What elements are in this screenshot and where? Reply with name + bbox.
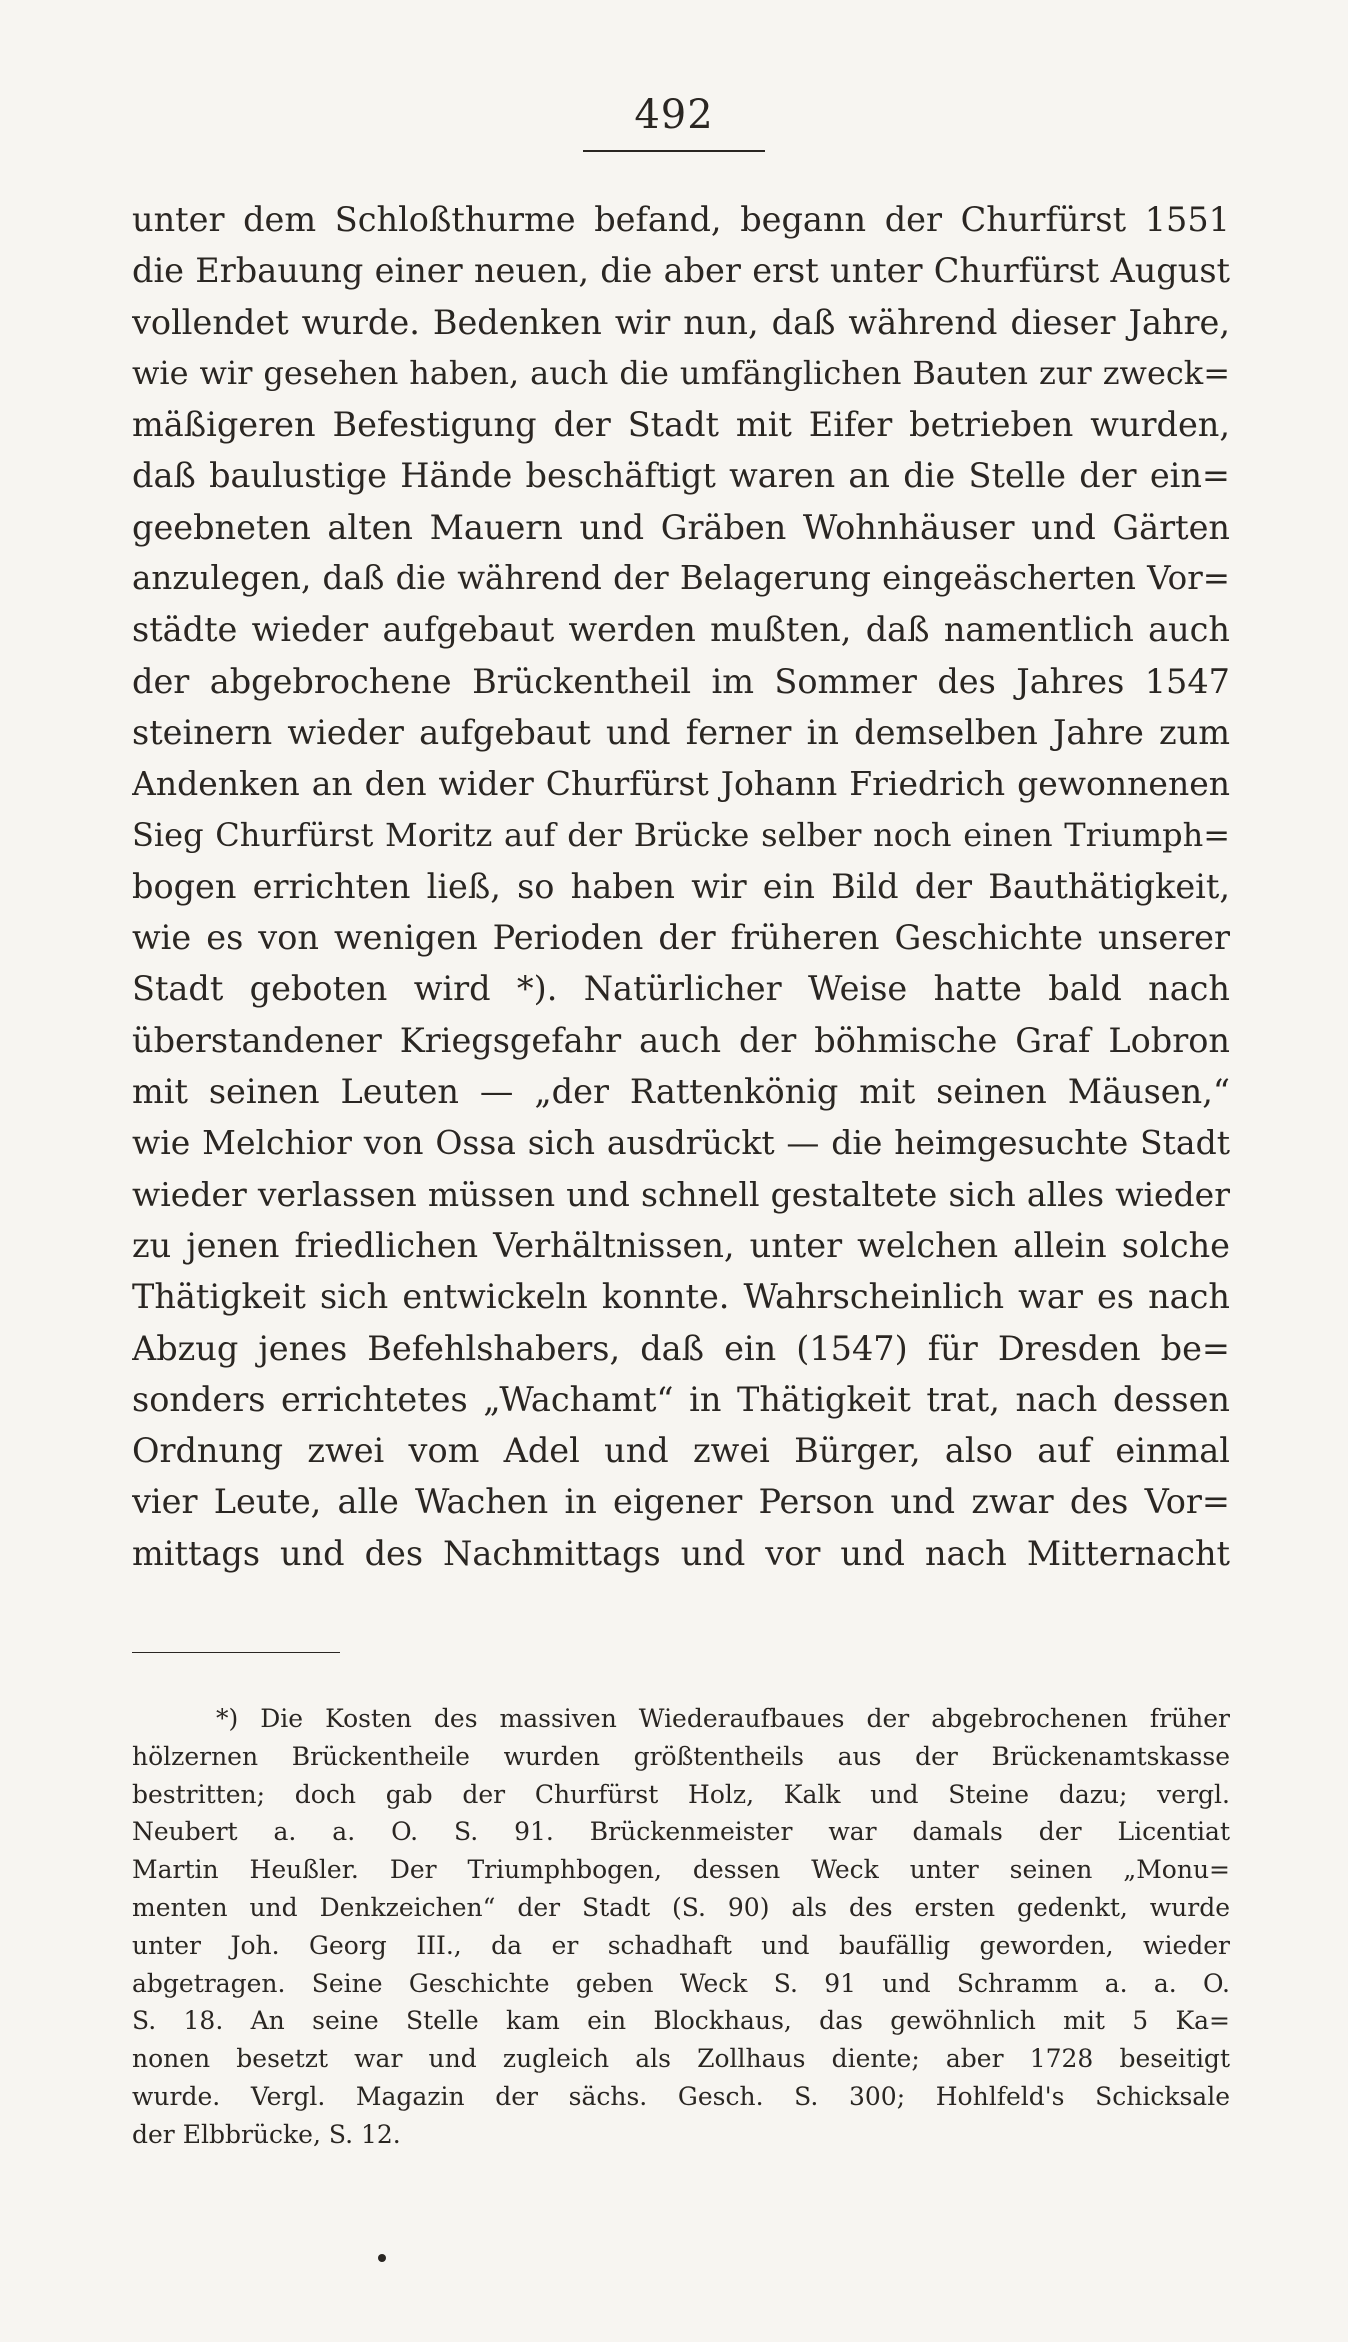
ink-dot bbox=[378, 2254, 386, 2262]
footnote-line: unter Joh. Georg III., da er schadhaft und baufällig geworden, wieder bbox=[132, 1930, 1230, 1960]
body-line: mit seinen Leuten — „der Rattenkönig mit seinen Mäusen,“ bbox=[132, 1072, 1230, 1112]
body-line: mäßigeren Befestigung der Stadt mit Eifer betrieben wurden, bbox=[132, 405, 1230, 445]
body-line: Sieg Churfürst Moritz auf der Brücke selber noch einen Triumph= bbox=[132, 815, 1230, 854]
body-line: anzulegen, daß die während der Belagerung eingeäscherten Vor= bbox=[132, 559, 1230, 598]
body-line: wieder verlassen müssen und schnell gestaltete sich alles wieder bbox=[132, 1174, 1230, 1214]
body-line: zu jenen friedlichen Verhältnissen, unter welchen allein solche bbox=[132, 1225, 1230, 1265]
body-line: Stadt geboten wird *). Natürlicher Weise hatte bald nach bbox=[132, 969, 1230, 1009]
footnote-line: bestritten; doch gab der Churfürst Holz, Kalk und Steine dazu; vergl. bbox=[132, 1779, 1230, 1809]
body-line: Ordnung zwei vom Adel und zwei Bürger, also auf einmal bbox=[132, 1431, 1230, 1471]
body-line: überstandener Kriegsgefahr auch der böhmische Graf Lobron bbox=[132, 1020, 1230, 1060]
body-line: wie wir gesehen haben, auch die umfänglichen Bauten zur zweck= bbox=[132, 353, 1230, 392]
footnote-line: der Elbbrücke, S. 12. bbox=[132, 2119, 401, 2149]
body-line: der abgebrochene Brückentheil im Sommer des Jahres 1547 bbox=[132, 661, 1230, 701]
body-line: unter dem Schloßthurme befand, begann der Churfürst 1551 bbox=[132, 200, 1230, 239]
body-line: steinern wieder aufgebaut und ferner in demselben Jahre zum bbox=[132, 712, 1230, 752]
footnote-line: wurde. Vergl. Magazin der sächs. Gesch. S. 300; Hohlfeld's Schicksale bbox=[132, 2081, 1230, 2111]
body-line: Abzug jenes Befehlshabers, daß ein (1547) für Dresden be= bbox=[132, 1328, 1230, 1368]
footnote-line: *) Die Kosten des massiven Wiederaufbaues der abgebrochenen früher bbox=[216, 1704, 1230, 1733]
body-line: vier Leute, alle Wachen in eigener Person und zwar des Vor= bbox=[132, 1482, 1230, 1522]
body-line: wie es von wenigen Perioden der früheren Geschichte unserer bbox=[132, 918, 1230, 958]
page-number: 492 bbox=[634, 92, 714, 138]
footnote bbox=[132, 1700, 1230, 2154]
footnote-line: nonen besetzt war und zugleich als Zollhaus diente; aber 1728 beseitigt bbox=[132, 2044, 1230, 2074]
page-number-rule bbox=[583, 150, 765, 152]
footnote-line: Martin Heußler. Der Triumphbogen, dessen Weck unter seinen „Monu= bbox=[132, 1855, 1230, 1885]
footnote-line: abgetragen. Seine Geschichte geben Weck S. 91 und Schramm a. a. O. bbox=[132, 1968, 1230, 1998]
body-line: bogen errichten ließ, so haben wir ein Bild der Bauthätigkeit, bbox=[132, 866, 1230, 906]
footnote-line: menten und Denkzeichen“ der Stadt (S. 90) als des ersten gedenkt, wurde bbox=[132, 1892, 1230, 1922]
body-line: vollendet wurde. Bedenken wir nun, daß während dieser Jahre, bbox=[132, 302, 1230, 342]
body-line: Thätigkeit sich entwickeln konnte. Wahrscheinlich war es nach bbox=[132, 1277, 1230, 1317]
body-line: städte wieder aufgebaut werden mußten, daß namentlich auch bbox=[132, 610, 1230, 650]
body-line: mittags und des Nachmittags und vor und nach Mitternacht bbox=[132, 1533, 1230, 1573]
body-line: sonders errichtetes „Wachamt“ in Thätigkeit trat, nach dessen bbox=[132, 1379, 1230, 1419]
body-text bbox=[132, 194, 1230, 1579]
body-line: die Erbauung einer neuen, die aber erst unter Churfürst August bbox=[132, 251, 1230, 291]
body-line: Andenken an den wider Churfürst Johann Friedrich gewonnenen bbox=[132, 764, 1230, 804]
footnote-separator bbox=[132, 1652, 340, 1653]
body-line: wie Melchior von Ossa sich ausdrückt — die heimgesuchte Stadt bbox=[132, 1123, 1230, 1163]
footnote-line: Neubert a. a. O. S. 91. Brückenmeister war damals der Licentiat bbox=[132, 1817, 1230, 1847]
footnote-line: hölzernen Brückentheile wurden größtentheils aus der Brückenamtskasse bbox=[132, 1741, 1230, 1771]
footnote-line: S. 18. An seine Stelle kam ein Blockhaus, das gewöhnlich mit 5 Ka= bbox=[132, 2006, 1230, 2036]
body-line: daß baulustige Hände beschäftigt waren an die Stelle der ein= bbox=[132, 456, 1230, 496]
body-line: geebneten alten Mauern und Gräben Wohnhäuser und Gärten bbox=[132, 507, 1230, 547]
